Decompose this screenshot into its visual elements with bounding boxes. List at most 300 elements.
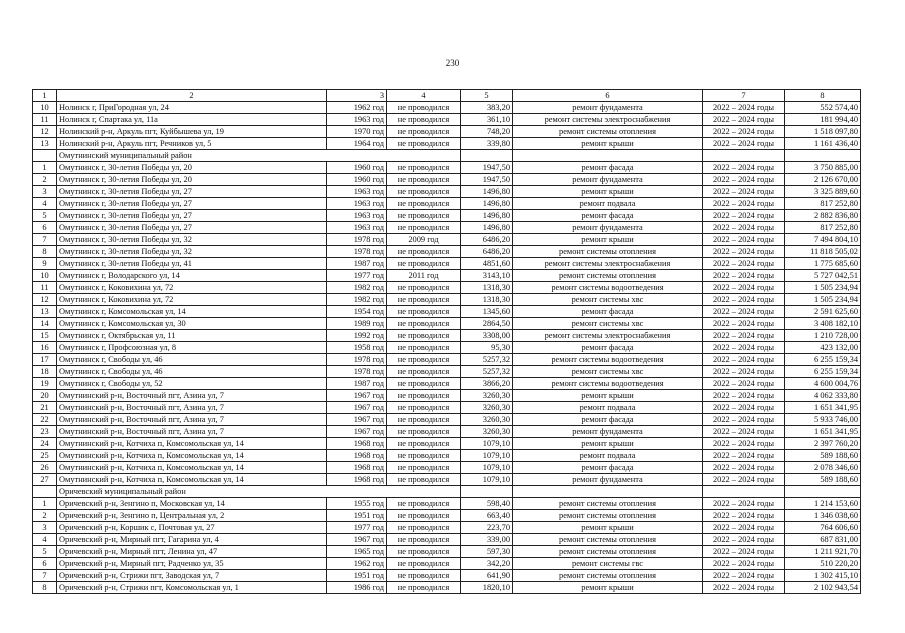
cost-cell: 11 818 505,02 [785, 246, 861, 258]
last-repair-cell: не проводился [387, 474, 461, 486]
table-row [33, 474, 861, 486]
work-type-cell: ремонт крыши [513, 522, 703, 534]
period-cell: 2022 – 2024 годы [703, 102, 785, 114]
row-number: 2 [33, 174, 57, 186]
year-built-cell: 1967 год [327, 414, 387, 426]
period-cell: 2022 – 2024 годы [703, 390, 785, 402]
work-type-cell: ремонт системы отопления [513, 270, 703, 282]
period-cell: 2022 – 2024 годы [703, 498, 785, 510]
last-repair-cell: не проводился [387, 402, 461, 414]
area-cell: 641,90 [461, 570, 513, 582]
address-cell: Нолинск г, ПриГородная ул, 24 [57, 102, 327, 114]
year-built-cell: 1964 год [327, 138, 387, 150]
table-row [33, 186, 861, 198]
row-number: 26 [33, 462, 57, 474]
period-cell: 2022 – 2024 годы [703, 234, 785, 246]
table-row [33, 390, 861, 402]
address-cell: Омутнинский р-н, Котчиха п, Комсомольская ул, 14 [57, 462, 327, 474]
year-built-cell: 1960 год [327, 174, 387, 186]
area-cell: 6486,20 [461, 246, 513, 258]
period-cell: 2022 – 2024 годы [703, 282, 785, 294]
work-type-cell: ремонт фундамента [513, 222, 703, 234]
table-row [33, 462, 861, 474]
row-number: 3 [33, 522, 57, 534]
empty-cell [785, 486, 861, 498]
area-cell: 3866,20 [461, 378, 513, 390]
last-repair-cell: не проводился [387, 282, 461, 294]
work-type-cell: ремонт системы отопления [513, 246, 703, 258]
address-cell: Омутнинский р-н, Котчиха п, Комсомольская ул, 14 [57, 438, 327, 450]
year-built-cell: 1977 год [327, 522, 387, 534]
row-number: 9 [33, 258, 57, 270]
row-number: 22 [33, 414, 57, 426]
last-repair-cell: не проводился [387, 162, 461, 174]
cost-cell: 1 302 415,10 [785, 570, 861, 582]
period-cell: 2022 – 2024 годы [703, 174, 785, 186]
cost-cell: 1 651 341,95 [785, 426, 861, 438]
cost-cell: 589 188,60 [785, 474, 861, 486]
table-row [33, 522, 861, 534]
row-number: 27 [33, 474, 57, 486]
period-cell: 2022 – 2024 годы [703, 378, 785, 390]
last-repair-cell: не проводился [387, 138, 461, 150]
period-cell: 2022 – 2024 годы [703, 114, 785, 126]
row-number: 4 [33, 534, 57, 546]
last-repair-cell: не проводился [387, 318, 461, 330]
row-number: 8 [33, 582, 57, 594]
work-type-cell: ремонт системы гвс [513, 558, 703, 570]
address-cell: Омутнинск г, 30-летия Победы ул, 41 [57, 258, 327, 270]
year-built-cell: 1963 год [327, 198, 387, 210]
period-cell: 2022 – 2024 годы [703, 366, 785, 378]
work-type-cell: ремонт фундамента [513, 426, 703, 438]
table-row [33, 246, 861, 258]
cost-cell: 764 606,60 [785, 522, 861, 534]
table-row [33, 306, 861, 318]
section-title: Оричевский муниципальный район [57, 486, 461, 498]
last-repair-cell: не проводился [387, 354, 461, 366]
work-type-cell: ремонт крыши [513, 138, 703, 150]
area-cell: 663,40 [461, 510, 513, 522]
work-type-cell: ремонт системы электроснабжения [513, 330, 703, 342]
table-row [33, 222, 861, 234]
area-cell: 3260,30 [461, 414, 513, 426]
area-cell: 3308,00 [461, 330, 513, 342]
table-row [33, 570, 861, 582]
area-cell: 342,20 [461, 558, 513, 570]
year-built-cell: 1951 год [327, 510, 387, 522]
period-cell: 2022 – 2024 годы [703, 294, 785, 306]
table-row [33, 558, 861, 570]
row-number: 2 [33, 510, 57, 522]
table-row [33, 498, 861, 510]
last-repair-cell: не проводился [387, 126, 461, 138]
work-type-cell: ремонт фасада [513, 342, 703, 354]
period-cell: 2022 – 2024 годы [703, 210, 785, 222]
year-built-cell: 1963 год [327, 186, 387, 198]
year-built-cell: 1963 год [327, 114, 387, 126]
table-row [33, 402, 861, 414]
area-cell: 5257,32 [461, 366, 513, 378]
address-cell: Омутнинск г, Коковихина ул, 72 [57, 282, 327, 294]
period-cell: 2022 – 2024 годы [703, 438, 785, 450]
cost-cell: 181 994,40 [785, 114, 861, 126]
address-cell: Оричевский р-н, Мирный пгт, Радченко ул, 35 [57, 558, 327, 570]
work-type-cell: ремонт фундамента [513, 102, 703, 114]
last-repair-cell: не проводился [387, 414, 461, 426]
last-repair-cell: не проводился [387, 342, 461, 354]
address-cell: Оричевский р-н, Зенгино п, Центральная ул, 2 [57, 510, 327, 522]
row-number: 6 [33, 222, 57, 234]
last-repair-cell: не проводился [387, 330, 461, 342]
area-cell: 3143,10 [461, 270, 513, 282]
address-cell: Оричевский р-н, Зенгино п, Московская ул, 14 [57, 498, 327, 510]
row-number: 8 [33, 246, 57, 258]
area-cell: 1820,10 [461, 582, 513, 594]
year-built-cell: 1978 год [327, 366, 387, 378]
period-cell: 2022 – 2024 годы [703, 510, 785, 522]
last-repair-cell: не проводился [387, 582, 461, 594]
work-type-cell: ремонт крыши [513, 438, 703, 450]
work-type-cell: ремонт фундамента [513, 474, 703, 486]
area-cell: 1345,60 [461, 306, 513, 318]
row-number: 14 [33, 318, 57, 330]
column-header: 5 [461, 90, 513, 102]
last-repair-cell: не проводился [387, 462, 461, 474]
cost-cell: 1 346 038,60 [785, 510, 861, 522]
table-row [33, 174, 861, 186]
area-cell: 3260,30 [461, 390, 513, 402]
last-repair-cell: не проводился [387, 246, 461, 258]
row-number: 13 [33, 306, 57, 318]
table-row [33, 270, 861, 282]
year-built-cell: 1962 год [327, 558, 387, 570]
address-cell: Нолинский р-н, Аркуль пгт, Куйбышева ул, 19 [57, 126, 327, 138]
year-built-cell: 1982 год [327, 282, 387, 294]
year-built-cell: 1967 год [327, 426, 387, 438]
cost-cell: 2 078 346,60 [785, 462, 861, 474]
row-number: 24 [33, 438, 57, 450]
empty-cell [461, 486, 513, 498]
address-cell: Омутнинский р-н, Котчиха п, Комсомольская ул, 14 [57, 450, 327, 462]
row-number [33, 150, 57, 162]
row-number: 18 [33, 366, 57, 378]
section-row [33, 486, 861, 498]
cost-cell: 1 505 234,94 [785, 294, 861, 306]
address-cell: Оричевский р-н, Коршик с, Почтовая ул, 27 [57, 522, 327, 534]
last-repair-cell: не проводился [387, 510, 461, 522]
last-repair-cell: не проводился [387, 198, 461, 210]
address-cell: Оричевский р-н, Мирный пгт, Гагарина ул, 4 [57, 534, 327, 546]
row-number: 19 [33, 378, 57, 390]
period-cell: 2022 – 2024 годы [703, 342, 785, 354]
table-row [33, 546, 861, 558]
period-cell: 2022 – 2024 годы [703, 198, 785, 210]
work-type-cell: ремонт системы отопления [513, 570, 703, 582]
area-cell: 1947,50 [461, 162, 513, 174]
table-row [33, 354, 861, 366]
last-repair-cell: не проводился [387, 426, 461, 438]
row-number: 20 [33, 390, 57, 402]
row-number: 4 [33, 198, 57, 210]
work-type-cell: ремонт крыши [513, 390, 703, 402]
empty-cell [513, 486, 703, 498]
last-repair-cell: не проводился [387, 102, 461, 114]
column-header: 3 [327, 90, 387, 102]
last-repair-cell: не проводился [387, 534, 461, 546]
last-repair-cell: не проводился [387, 114, 461, 126]
year-built-cell: 1951 год [327, 570, 387, 582]
table-row [33, 438, 861, 450]
table-row [33, 378, 861, 390]
period-cell: 2022 – 2024 годы [703, 426, 785, 438]
cost-cell: 3 325 889,60 [785, 186, 861, 198]
period-cell: 2022 – 2024 годы [703, 402, 785, 414]
row-number: 1 [33, 162, 57, 174]
period-cell: 2022 – 2024 годы [703, 582, 785, 594]
table-row [33, 318, 861, 330]
period-cell: 2022 – 2024 годы [703, 546, 785, 558]
row-number: 6 [33, 558, 57, 570]
column-number-row [33, 90, 861, 102]
cost-cell: 1 161 436,40 [785, 138, 861, 150]
row-number: 16 [33, 342, 57, 354]
table-row [33, 102, 861, 114]
year-built-cell: 1967 год [327, 390, 387, 402]
address-cell: Омутнинск г, 30-летия Победы ул, 20 [57, 174, 327, 186]
table-row [33, 366, 861, 378]
row-number: 11 [33, 114, 57, 126]
year-built-cell: 1963 год [327, 210, 387, 222]
work-type-cell: ремонт системы отопления [513, 510, 703, 522]
area-cell: 1496,80 [461, 186, 513, 198]
row-number: 10 [33, 270, 57, 282]
work-type-cell: ремонт системы электроснабжения [513, 258, 703, 270]
cost-cell: 1 211 921,70 [785, 546, 861, 558]
row-number: 5 [33, 546, 57, 558]
repair-schedule-table [32, 89, 861, 594]
row-number: 15 [33, 330, 57, 342]
last-repair-cell: не проводился [387, 450, 461, 462]
address-cell: Омутнинск г, Свободы ул, 46 [57, 366, 327, 378]
period-cell: 2022 – 2024 годы [703, 450, 785, 462]
year-built-cell: 1967 год [327, 534, 387, 546]
period-cell: 2022 – 2024 годы [703, 126, 785, 138]
table-row [33, 342, 861, 354]
cost-cell: 1 505 234,94 [785, 282, 861, 294]
last-repair-cell: не проводился [387, 306, 461, 318]
last-repair-cell: не проводился [387, 222, 461, 234]
last-repair-cell: 2011 год [387, 270, 461, 282]
row-number: 5 [33, 210, 57, 222]
work-type-cell: ремонт системы хвс [513, 366, 703, 378]
table-row [33, 162, 861, 174]
period-cell: 2022 – 2024 годы [703, 270, 785, 282]
work-type-cell: ремонт системы хвс [513, 318, 703, 330]
cost-cell: 1 775 685,60 [785, 258, 861, 270]
cost-cell: 817 252,80 [785, 222, 861, 234]
last-repair-cell: не проводился [387, 522, 461, 534]
last-repair-cell: не проводился [387, 366, 461, 378]
work-type-cell: ремонт системы водоотведения [513, 378, 703, 390]
table-row [33, 282, 861, 294]
address-cell: Омутнинск г, 30-летия Победы ул, 27 [57, 186, 327, 198]
area-cell: 1947,50 [461, 174, 513, 186]
area-cell: 1318,30 [461, 282, 513, 294]
last-repair-cell: не проводился [387, 558, 461, 570]
year-built-cell: 1968 год [327, 462, 387, 474]
period-cell: 2022 – 2024 годы [703, 162, 785, 174]
page-number: 230 [445, 58, 460, 68]
area-cell: 383,20 [461, 102, 513, 114]
work-type-cell: ремонт фасада [513, 162, 703, 174]
table-row [33, 138, 861, 150]
cost-cell: 3 408 182,10 [785, 318, 861, 330]
row-number: 3 [33, 186, 57, 198]
table-row [33, 210, 861, 222]
year-built-cell: 1958 год [327, 342, 387, 354]
address-cell: Омутнинск г, 30-летия Победы ул, 32 [57, 234, 327, 246]
table-row [33, 450, 861, 462]
last-repair-cell: не проводился [387, 174, 461, 186]
work-type-cell: ремонт подвала [513, 450, 703, 462]
year-built-cell: 1963 год [327, 222, 387, 234]
work-type-cell: ремонт системы отопления [513, 534, 703, 546]
period-cell: 2022 – 2024 годы [703, 222, 785, 234]
year-built-cell: 1989 год [327, 318, 387, 330]
empty-cell [461, 150, 513, 162]
cost-cell: 1 214 153,60 [785, 498, 861, 510]
address-cell: Оричевский р-н, Стрижи пгт, Заводская ул, 7 [57, 570, 327, 582]
cost-cell: 1 651 341,95 [785, 402, 861, 414]
year-built-cell: 1967 год [327, 402, 387, 414]
year-built-cell: 1968 год [327, 474, 387, 486]
area-cell: 5257,32 [461, 354, 513, 366]
year-built-cell: 1987 год [327, 258, 387, 270]
last-repair-cell: не проводился [387, 570, 461, 582]
address-cell: Омутнинский р-н, Восточный пгт, Азина ул, 7 [57, 390, 327, 402]
address-cell: Омутнинск г, Комсомольская ул, 30 [57, 318, 327, 330]
address-cell: Омутнинский р-н, Котчиха п, Комсомольская ул, 14 [57, 474, 327, 486]
cost-cell: 2 102 943,54 [785, 582, 861, 594]
address-cell: Омутнинск г, Профсоюзная ул, 8 [57, 342, 327, 354]
row-number: 10 [33, 102, 57, 114]
cost-cell: 817 252,80 [785, 198, 861, 210]
table-row [33, 234, 861, 246]
address-cell: Омутнинск г, Октябрьская ул, 11 [57, 330, 327, 342]
last-repair-cell: не проводился [387, 546, 461, 558]
row-number: 12 [33, 126, 57, 138]
address-cell: Омутнинск г, 30-летия Победы ул, 32 [57, 246, 327, 258]
work-type-cell: ремонт системы отопления [513, 126, 703, 138]
address-cell: Омутнинск г, Свободы ул, 52 [57, 378, 327, 390]
period-cell: 2022 – 2024 годы [703, 258, 785, 270]
period-cell: 2022 – 2024 годы [703, 474, 785, 486]
year-built-cell: 1978 год [327, 234, 387, 246]
table-row [33, 258, 861, 270]
cost-cell: 552 574,40 [785, 102, 861, 114]
address-cell: Омутнинск г, 30-летия Победы ул, 27 [57, 210, 327, 222]
work-type-cell: ремонт фасада [513, 414, 703, 426]
period-cell: 2022 – 2024 годы [703, 354, 785, 366]
table-row [33, 114, 861, 126]
year-built-cell: 1977 год [327, 270, 387, 282]
row-number [33, 486, 57, 498]
table-row [33, 330, 861, 342]
last-repair-cell: не проводился [387, 294, 461, 306]
last-repair-cell: не проводился [387, 378, 461, 390]
area-cell: 598,40 [461, 498, 513, 510]
last-repair-cell: 2009 год [387, 234, 461, 246]
work-type-cell: ремонт подвала [513, 198, 703, 210]
area-cell: 95,30 [461, 342, 513, 354]
empty-cell [785, 150, 861, 162]
row-number: 13 [33, 138, 57, 150]
work-type-cell: ремонт крыши [513, 582, 703, 594]
year-built-cell: 1978 год [327, 246, 387, 258]
period-cell: 2022 – 2024 годы [703, 306, 785, 318]
row-number: 12 [33, 294, 57, 306]
area-cell: 361,10 [461, 114, 513, 126]
row-number: 11 [33, 282, 57, 294]
address-cell: Оричевский р-н, Стрижи пгт, Комсомольская ул, 1 [57, 582, 327, 594]
table-row [33, 126, 861, 138]
area-cell: 1496,80 [461, 222, 513, 234]
work-type-cell: ремонт фасада [513, 462, 703, 474]
area-cell: 1079,10 [461, 450, 513, 462]
period-cell: 2022 – 2024 годы [703, 414, 785, 426]
period-cell: 2022 – 2024 годы [703, 246, 785, 258]
column-header: 4 [387, 90, 461, 102]
year-built-cell: 1986 год [327, 582, 387, 594]
work-type-cell: ремонт системы электроснабжения [513, 114, 703, 126]
row-number: 23 [33, 426, 57, 438]
year-built-cell: 1954 год [327, 306, 387, 318]
address-cell: Омутнинск г, Комсомольская ул, 14 [57, 306, 327, 318]
work-type-cell: ремонт крыши [513, 186, 703, 198]
last-repair-cell: не проводился [387, 390, 461, 402]
address-cell: Омутнинский р-н, Восточный пгт, Азина ул, 7 [57, 414, 327, 426]
cost-cell: 5 727 042,51 [785, 270, 861, 282]
cost-cell: 2 591 625,60 [785, 306, 861, 318]
year-built-cell: 1970 год [327, 126, 387, 138]
cost-cell: 423 132,00 [785, 342, 861, 354]
area-cell: 339,00 [461, 534, 513, 546]
row-number: 7 [33, 234, 57, 246]
period-cell: 2022 – 2024 годы [703, 462, 785, 474]
period-cell: 2022 – 2024 годы [703, 186, 785, 198]
period-cell: 2022 – 2024 годы [703, 534, 785, 546]
cost-cell: 5 933 746,00 [785, 414, 861, 426]
cost-cell: 2 126 670,00 [785, 174, 861, 186]
period-cell: 2022 – 2024 годы [703, 330, 785, 342]
cost-cell: 7 494 804,10 [785, 234, 861, 246]
area-cell: 1079,10 [461, 438, 513, 450]
cost-cell: 1 210 728,00 [785, 330, 861, 342]
work-type-cell: ремонт крыши [513, 234, 703, 246]
row-number: 25 [33, 450, 57, 462]
area-cell: 4851,60 [461, 258, 513, 270]
row-number: 21 [33, 402, 57, 414]
area-cell: 3260,30 [461, 402, 513, 414]
table-row [33, 426, 861, 438]
work-type-cell: ремонт системы водоотведения [513, 282, 703, 294]
cost-cell: 1 518 097,80 [785, 126, 861, 138]
year-built-cell: 1978 год [327, 354, 387, 366]
table-row [33, 534, 861, 546]
area-cell: 6486,20 [461, 234, 513, 246]
column-header: 7 [703, 90, 785, 102]
